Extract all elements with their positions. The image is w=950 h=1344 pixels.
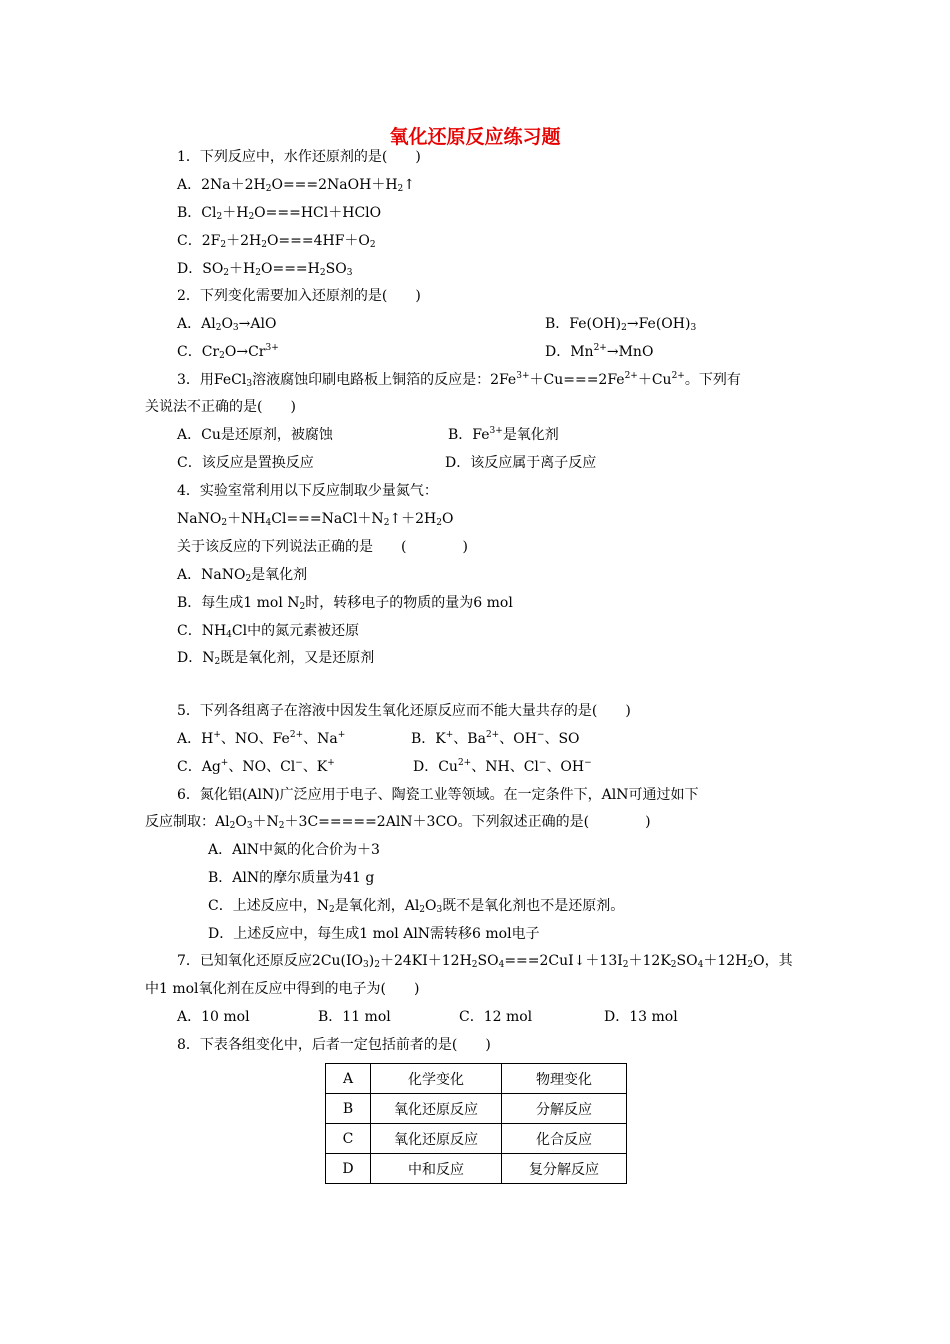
question-3-stem-line1: [177, 370, 741, 390]
text-segment: SO: [325, 261, 347, 277]
text-segment: ===2CuI↓＋13I: [504, 953, 623, 969]
subscript: 3: [246, 379, 253, 389]
table-cell: 化合反应: [502, 1124, 627, 1154]
table-row: [326, 1064, 627, 1094]
subscript: 2: [374, 960, 380, 970]
superscript: −: [584, 758, 592, 768]
text-segment: O: [235, 814, 247, 830]
question-5-option-b: [411, 729, 580, 749]
text-segment: B．Cl: [177, 205, 217, 221]
page-title: 氧化还原反应练习题: [389, 126, 561, 148]
subscript: 2: [471, 960, 478, 970]
text-segment: 既不是氧化剂也不是还原剂。: [442, 898, 625, 914]
text-segment: 溶液腐蚀印刷电路板上铜箔的反应是：2Fe: [252, 372, 517, 388]
text-segment: 反应制取：Al: [145, 814, 230, 830]
superscript: +: [220, 758, 229, 768]
question-3-option-d: D．该反应属于离子反应: [445, 455, 597, 471]
table-cell: 中和反应: [371, 1154, 502, 1184]
superscript: 2+: [593, 343, 607, 353]
text-segment: O: [221, 316, 233, 332]
text-segment: Cl中的氮元素被还原: [231, 623, 360, 639]
question-2-option-d: [545, 342, 653, 362]
text-segment: O: [425, 898, 437, 914]
question-7-stem-line2: 中1 mol氧化剂在反应中得到的电子为( ): [145, 981, 420, 997]
text-segment: C．NH: [177, 623, 227, 639]
question-4-option-d: [177, 648, 374, 668]
superscript: 3+: [516, 371, 530, 381]
subscript: 4: [498, 960, 505, 970]
question-3-option-a: A．Cu是还原剂，被腐蚀: [177, 427, 333, 443]
text-segment: C．上述反应中，N: [208, 898, 329, 914]
text-segment: →Fe(OH): [626, 316, 691, 332]
subscript: 2: [219, 351, 225, 361]
text-segment: →MnO: [606, 344, 654, 360]
text-segment: Cl===NaCl＋N: [271, 511, 384, 527]
subscript: 2: [248, 212, 255, 222]
subscript: 2: [215, 323, 222, 333]
superscript: −: [538, 758, 547, 768]
subscript: 3: [363, 960, 369, 970]
table-cell: 氧化还原反应: [371, 1094, 502, 1124]
question-8-table: [325, 1063, 627, 1184]
text-segment: D．Cu: [413, 759, 458, 775]
text-segment: C．2F: [177, 233, 221, 249]
text-segment: O===4HF＋O: [266, 233, 370, 249]
text-segment: 、OH: [546, 759, 585, 775]
superscript: +: [445, 730, 454, 740]
question-4-ask: 关于该反应的下列说法正确的是 ( ): [177, 539, 468, 555]
question-3-option-c: C．该反应是置换反应: [177, 455, 314, 471]
table-cell: B: [326, 1094, 371, 1124]
superscript: +: [213, 730, 221, 740]
question-2-option-a: [177, 314, 276, 334]
text-segment: ＋Cu===2Fe: [529, 372, 625, 388]
question-7-stem-line1: [177, 951, 793, 971]
text-segment: ＋2H: [226, 233, 262, 249]
text-segment: A．NaNO: [177, 567, 246, 583]
question-7-option-c: C．12 mol: [459, 1009, 533, 1025]
text-segment: B．每生成1 mol N: [177, 595, 300, 611]
table-cell: D: [326, 1154, 371, 1184]
text-segment: 是氧化剂: [502, 427, 559, 443]
subscript: 3: [246, 821, 253, 831]
table-cell: A: [326, 1064, 371, 1094]
text-segment: O，其: [753, 953, 793, 969]
table-cell: 分解反应: [502, 1094, 627, 1124]
subscript: 3: [436, 905, 443, 915]
text-segment: 、Na: [303, 731, 338, 747]
question-5-option-d: [413, 757, 592, 777]
question-1-option-a: [177, 175, 415, 195]
subscript: 4: [226, 630, 232, 640]
superscript: 2+: [289, 730, 304, 740]
subscript: 3: [690, 323, 697, 333]
text-segment: 、NO、Fe: [220, 731, 290, 747]
subscript: 2: [383, 518, 390, 528]
text-segment: 、OH: [499, 731, 537, 747]
subscript: 2: [220, 240, 227, 250]
superscript: 2+: [671, 371, 685, 381]
table-cell: 氧化还原反应: [371, 1124, 502, 1154]
subscript: 2: [216, 212, 223, 222]
question-6-option-d: D．上述反应中，每生成1 mol AlN需转移6 mol电子: [208, 926, 540, 942]
superscript: 3+: [489, 426, 503, 436]
text-segment: ＋H: [229, 261, 256, 277]
question-4-equation: [177, 509, 454, 529]
superscript: 3+: [265, 343, 279, 353]
text-segment: D．Mn: [545, 344, 594, 360]
text-segment: SO: [477, 953, 499, 969]
question-7-option-a: A．10 mol: [177, 1009, 250, 1025]
question-2-option-b: [545, 314, 696, 334]
question-5-option-a: [177, 729, 345, 749]
text-segment: 。下列有: [684, 372, 741, 388]
subscript: 2: [214, 657, 221, 667]
question-6-stem-line1: 6．氮化铝(AlN)广泛应用于电子、陶瓷工业等领域。在一定条件下，AlN可通过如下: [177, 787, 699, 803]
question-1-option-c: [177, 231, 376, 251]
question-4-option-b: [177, 593, 513, 613]
text-segment: ＋H: [222, 205, 249, 221]
subscript: 2: [255, 268, 261, 278]
subscript: 2: [328, 905, 335, 915]
superscript: −: [295, 758, 303, 768]
subscript: 2: [229, 821, 236, 831]
subscript: 2: [265, 184, 272, 194]
subscript: 2: [419, 905, 426, 915]
text-segment: B．Fe(OH): [545, 316, 622, 332]
table-cell: 化学变化: [371, 1064, 502, 1094]
subscript: 3: [232, 323, 239, 333]
text-segment: 、NH、Cl: [471, 759, 539, 775]
superscript: 2+: [485, 730, 500, 740]
text-segment: ＋N: [252, 814, 279, 830]
text-segment: 、K: [302, 759, 328, 775]
subscript: 2: [261, 240, 267, 250]
text-segment: →AlO: [238, 316, 277, 332]
subscript: 2: [369, 240, 376, 250]
subscript: 2: [622, 960, 629, 970]
table-cell: 物理变化: [502, 1064, 627, 1094]
subscript: 2: [747, 960, 754, 970]
question-7-option-d: D．13 mol: [604, 1009, 678, 1025]
text-segment: 、NO、Cl: [228, 759, 296, 775]
question-4-option-c: [177, 621, 359, 641]
text-segment: SO: [676, 953, 698, 969]
question-5-option-c: [177, 757, 335, 777]
superscript: +: [327, 758, 335, 768]
text-segment: ＋12K: [628, 953, 671, 969]
text-segment: D．N: [177, 650, 215, 666]
table-cell: 复分解反应: [502, 1154, 627, 1184]
subscript: 2: [245, 574, 252, 584]
text-segment: A．2Na＋2H: [177, 177, 266, 193]
subscript: 2: [221, 518, 228, 528]
text-segment: D．SO: [177, 261, 224, 277]
subscript: 3: [346, 268, 353, 278]
text-segment: 3．用FeCl: [177, 372, 247, 388]
question-4-stem: 4．实验室常利用以下反应制取少量氮气：: [177, 483, 438, 499]
text-segment: NaNO: [177, 511, 222, 527]
subscript: 4: [265, 518, 272, 528]
text-segment: 、Ba: [453, 731, 486, 747]
question-2-stem: 2．下列变化需要加入还原剂的是( ): [177, 288, 421, 304]
question-1-option-d: [177, 259, 352, 279]
table-row: [326, 1094, 627, 1124]
question-2-option-c: [177, 342, 279, 362]
text-segment: ): [368, 953, 375, 969]
table-cell: C: [326, 1124, 371, 1154]
text-segment: ＋Cu: [637, 372, 672, 388]
text-segment: A．H: [177, 731, 214, 747]
text-segment: O===HCl＋HClO: [254, 205, 382, 221]
text-segment: 7．已知氧化还原反应2Cu(IO: [177, 953, 364, 969]
question-7-option-b: B．11 mol: [318, 1009, 391, 1025]
subscript: 2: [299, 602, 306, 612]
table-row: [326, 1154, 627, 1184]
superscript: 2+: [624, 371, 638, 381]
subscript: 2: [278, 821, 285, 831]
question-6-option-b: B．AlN的摩尔质量为41 g: [208, 870, 375, 886]
table-row: [326, 1124, 627, 1154]
text-segment: ＋24KI＋12H: [379, 953, 472, 969]
subscript: 2: [397, 184, 404, 194]
question-6-option-c: [208, 896, 624, 916]
text-segment: A．Al: [177, 316, 216, 332]
text-segment: C．Ag: [177, 759, 221, 775]
subscript: 2: [223, 268, 230, 278]
text-segment: 、SO: [544, 731, 580, 747]
subscript: 2: [621, 323, 627, 333]
question-3-option-b: [448, 425, 559, 445]
question-1-option-b: [177, 203, 381, 223]
question-4-option-a: [177, 565, 307, 585]
text-segment: O→Cr: [224, 344, 266, 360]
text-segment: O===2NaOH＋H: [271, 177, 398, 193]
superscript: +: [337, 730, 346, 740]
text-segment: 既是氧化剂，又是还原剂: [220, 650, 375, 666]
question-8-stem: 8．下表各组变化中，后者一定包括前者的是( ): [177, 1037, 491, 1053]
question-6-stem-line2: [145, 812, 651, 832]
text-segment: 是氧化剂，Al: [334, 898, 420, 914]
text-segment: ↑: [403, 177, 416, 193]
text-segment: 时，转移电子的物质的量为6 mol: [305, 595, 513, 611]
subscript: 2: [436, 518, 443, 528]
text-segment: ＋NH: [227, 511, 266, 527]
subscript: 2: [670, 960, 677, 970]
text-segment: 是氧化剂: [251, 567, 308, 583]
text-segment: O: [442, 511, 454, 527]
subscript: 2: [319, 268, 326, 278]
text-segment: B．K: [411, 731, 446, 747]
text-segment: ＋12H: [703, 953, 748, 969]
text-segment: B．Fe: [448, 427, 490, 443]
text-segment: ＋3C=====2AlN＋3CO。下列叙述正确的是( ): [284, 814, 651, 830]
question-3-stem-line2: 关说法不正确的是( ): [145, 399, 296, 415]
question-6-option-a: A．AlN中氮的化合价为＋3: [208, 842, 380, 858]
question-1-stem: 1．下列反应中，水作还原剂的是( ): [177, 149, 421, 165]
question-5-stem: 5．下列各组离子在溶液中因发生氧化还原反应而不能大量共存的是( ): [177, 703, 631, 719]
superscript: 2+: [457, 758, 472, 768]
text-segment: O===H: [260, 261, 320, 277]
text-segment: ↑＋2H: [389, 511, 437, 527]
superscript: −: [536, 730, 545, 740]
text-segment: C．Cr: [177, 344, 220, 360]
subscript: 4: [697, 960, 704, 970]
